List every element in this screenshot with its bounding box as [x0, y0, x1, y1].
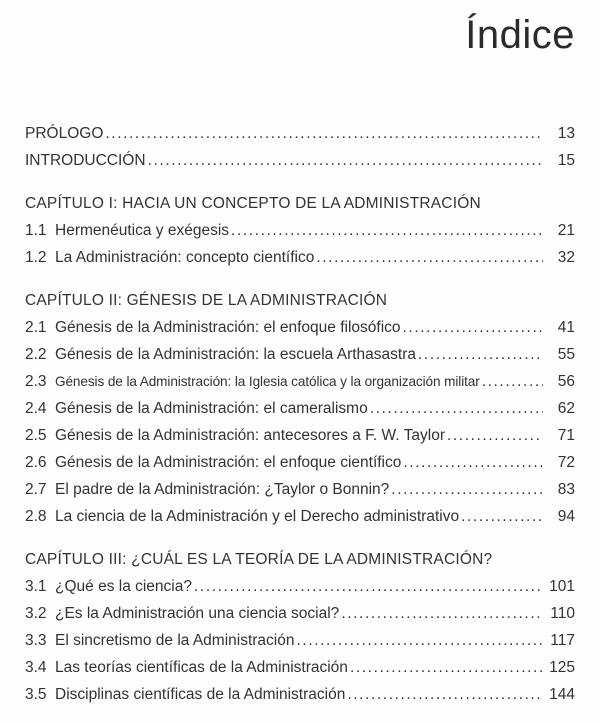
entry-label: ¿Es la Administración una ciencia social? [55, 605, 340, 622]
entry-label: ¿Qué es la ciencia? [55, 578, 192, 595]
toc-row [25, 654, 575, 681]
entry-number: 3.1 [25, 578, 47, 595]
dot-leader [480, 368, 543, 395]
toc-row [25, 395, 575, 422]
page-number: 144 [549, 686, 575, 703]
chapter-heading: CAPÍTULO III: ¿CUÁL ES LA TEORÍA DE LA ADMINISTRACIÓN? [25, 551, 493, 568]
entry-label: PRÓLOGO [25, 125, 104, 142]
entry-number: 1.2 [25, 249, 47, 266]
dot-leader [389, 476, 543, 503]
toc-row [25, 244, 575, 271]
toc-front-matter [25, 120, 575, 174]
toc-row [25, 368, 575, 395]
page-number: 21 [557, 222, 575, 239]
entry-number: 2.3 [25, 373, 47, 390]
toc-row [25, 573, 575, 600]
dot-leader [459, 503, 543, 530]
entry-label: Disciplinas científicas de la Administración [55, 686, 346, 703]
page-title: Índice [465, 13, 575, 57]
dot-leader [401, 314, 543, 341]
toc-row [25, 314, 575, 341]
toc-section-capitulo-3 [25, 546, 575, 708]
toc-row-prologo [25, 120, 575, 147]
entry-number: 2.4 [25, 400, 47, 417]
dot-leader [295, 627, 544, 654]
chapter-heading: CAPÍTULO I: HACIA UN CONCEPTO DE LA ADMINISTRACIÓN [25, 195, 481, 212]
dot-leader [416, 341, 543, 368]
dot-leader [339, 600, 543, 627]
entry-number: 3.4 [25, 659, 47, 676]
page-number: 94 [557, 508, 575, 525]
entry-number: 2.1 [25, 319, 47, 336]
entry-number: 3.3 [25, 632, 47, 649]
entry-label: El sincretismo de la Administración [55, 632, 295, 649]
toc-row [25, 449, 575, 476]
entry-number: 2.6 [25, 454, 47, 471]
toc-page [0, 10, 600, 708]
toc-row [25, 217, 575, 244]
dot-leader [401, 449, 543, 476]
toc-section-capitulo-1 [25, 190, 575, 271]
entry-label: Génesis de la Administración: la Iglesia católica y la organización militar [55, 374, 480, 389]
entry-label: El padre de la Administración: ¿Taylor o Bonnin? [55, 481, 390, 498]
entry-label: Las teorías científicas de la Administración [55, 659, 348, 676]
entry-label: Hermenéutica y exégesis [55, 222, 230, 239]
entry-number: 2.2 [25, 346, 47, 363]
entry-label: La Administración: concepto científico [55, 249, 315, 266]
page-number: 15 [557, 152, 575, 169]
dot-leader [368, 395, 543, 422]
dot-leader [314, 244, 543, 271]
dot-leader [229, 217, 543, 244]
toc-section-capitulo-2 [25, 287, 575, 530]
page-number: 110 [550, 605, 575, 622]
page-number: 117 [550, 632, 575, 649]
toc-row [25, 422, 575, 449]
dot-leader [192, 573, 543, 600]
entry-number: 2.7 [25, 481, 47, 498]
entry-number: 2.5 [25, 427, 47, 444]
dot-leader [445, 422, 543, 449]
table-of-contents [25, 120, 575, 708]
entry-label: Génesis de la Administración: la escuela Arthasastra [55, 346, 416, 363]
page-number: 32 [557, 249, 575, 266]
entry-label: Génesis de la Administración: el enfoque filosófico [55, 319, 401, 336]
dot-leader [348, 654, 543, 681]
entry-number: 3.2 [25, 605, 47, 622]
dot-leader [146, 147, 543, 174]
dot-leader [103, 120, 543, 147]
toc-row [25, 503, 575, 530]
page-number: 71 [557, 427, 575, 444]
toc-row-introduccion [25, 147, 575, 174]
page-number: 83 [557, 481, 575, 498]
entry-number: 3.5 [25, 686, 47, 703]
toc-row [25, 681, 575, 708]
entry-label: Génesis de la Administración: antecesores a F. W. Taylor [55, 427, 445, 444]
dot-leader [345, 681, 543, 708]
page-number: 41 [557, 319, 575, 336]
page-number: 101 [549, 578, 575, 595]
toc-row [25, 341, 575, 368]
entry-label: Génesis de la Administración: el cameralismo [55, 400, 368, 417]
toc-row [25, 476, 575, 503]
page-number: 72 [557, 454, 575, 471]
page-number: 56 [557, 373, 575, 390]
page-number: 62 [557, 400, 575, 417]
page-number: 55 [557, 346, 575, 363]
entry-number: 1.1 [25, 222, 47, 239]
entry-label: Génesis de la Administración: el enfoque científico [55, 454, 402, 471]
page-number: 13 [557, 125, 575, 142]
toc-row [25, 627, 575, 654]
entry-label: INTRODUCCIÓN [25, 152, 146, 169]
page-number: 125 [549, 659, 575, 676]
toc-row [25, 600, 575, 627]
entry-number: 2.8 [25, 508, 47, 525]
chapter-heading: CAPÍTULO II: GÉNESIS DE LA ADMINISTRACIÓN [25, 292, 388, 309]
entry-label: La ciencia de la Administración y el Derecho administrativo [55, 508, 460, 525]
